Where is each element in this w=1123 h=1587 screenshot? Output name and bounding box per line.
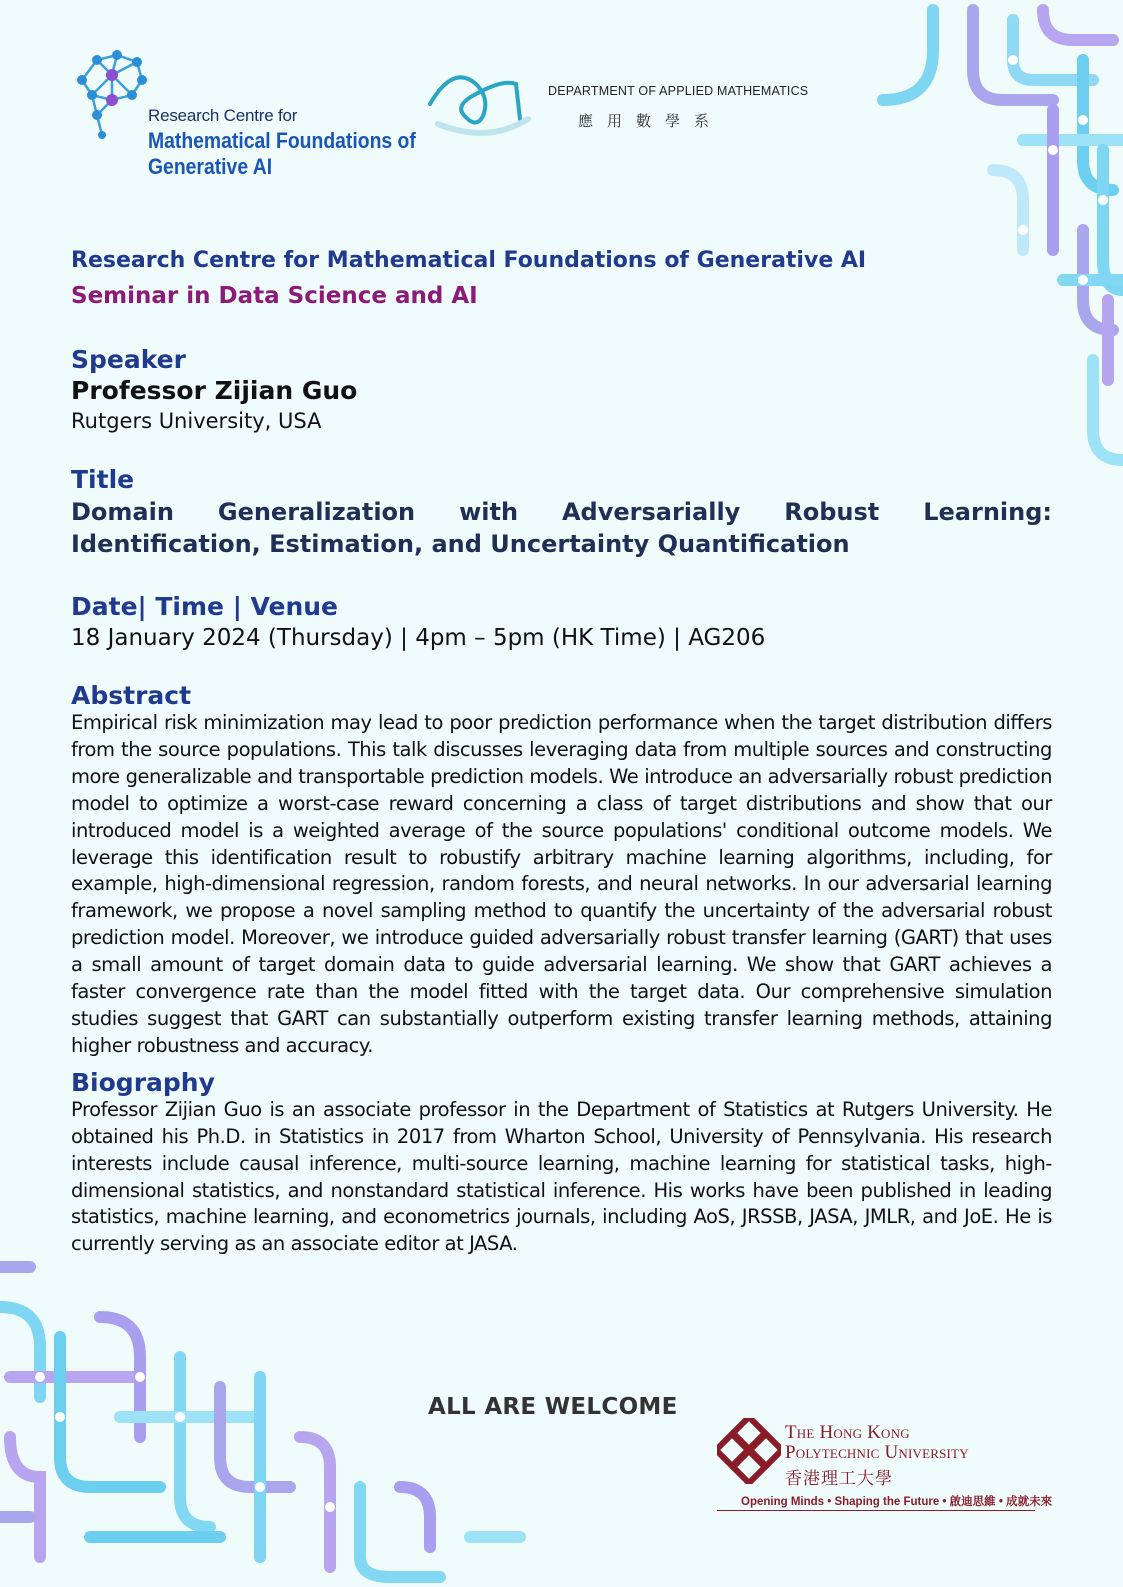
schedule-details: 18 January 2024 (Thursday) | 4pm – 5pm (HK Time) | AG206	[71, 625, 766, 651]
dept-name-en: DEPARTMENT OF APPLIED MATHEMATICS	[548, 84, 809, 98]
dept-name-zh: 應用數學系	[578, 112, 724, 130]
speaker-heading: Speaker	[71, 345, 186, 374]
decorative-pattern-bottom-left	[0, 1257, 560, 1587]
talk-title	[71, 496, 1052, 560]
research-centre-logo	[72, 40, 416, 190]
talk-title-line2: Identification, Estimation, and Uncertainty Quantification	[71, 530, 850, 558]
polyu-name-line2: Polytechnic University	[785, 1442, 969, 1463]
polyu-logo	[717, 1418, 1053, 1528]
wave-logo-icon	[428, 64, 538, 144]
rc-logo-line2: Mathematical Foundations of	[148, 128, 416, 153]
speaker-name: Professor Zijian Guo	[71, 376, 358, 405]
all-are-welcome: ALL ARE WELCOME	[428, 1394, 678, 1420]
biography-heading: Biography	[71, 1067, 215, 1097]
centre-name: Research Centre for Mathematical Foundations of Generative AI	[71, 248, 867, 273]
abstract-heading: Abstract	[71, 681, 192, 710]
polyu-divider	[717, 1510, 1035, 1511]
polyu-name-line1: The Hong Kong	[785, 1422, 910, 1443]
speaker-affiliation: Rutgers University, USA	[71, 409, 322, 433]
abstract-text: Empirical risk minimization may lead to poor prediction performance when the target distribution differs from the source populations. This talk discusses leveraging data from multiple sources and constructing more generalizable and transportable prediction models. We introduce an adversarially robust prediction model to optimize a worst-case reward concerning a class of target distributions and show that our introduced model is a weighted average of the source populations' conditional outcome models. We leverage this identification result to robustify arbitrary machine learning algorithms, including, for example, high-dimensional regression, random forests, and neural networks. In our adversarial learning framework, we propose a novel sampling method to quantify the uncertainty of the adversarial robust prediction model. Moreover, we introduce guided adversarially robust transfer learning (GART) that uses a small amount of target domain data to guide adversarial learning. We show that GART achieves a faster convergence rate than the model fitted with the target data. Our comprehensive simulation studies suggest that GART can substantially outperform existing transfer learning methods, attaining higher robustness and accuracy.	[71, 711, 1052, 1057]
dept-applied-math-logo	[428, 64, 808, 144]
seminar-content	[71, 248, 1052, 1258]
rc-logo-name	[148, 128, 416, 180]
rc-logo-line1: Research Centre for	[148, 106, 298, 125]
rc-logo-line3: Generative AI	[148, 154, 273, 179]
talk-title-line1: Domain Generalization with Adversarially Robust Learning:	[71, 498, 1052, 526]
polyu-motto: Opening Minds • Shaping the Future • 啟迪思維 • 成就未來	[741, 1496, 1053, 1508]
seminar-series: Seminar in Data Science and AI	[71, 283, 478, 309]
polyu-name-zh: 香港理工大學	[785, 1469, 893, 1489]
schedule-heading: Date| Time | Venue	[71, 592, 339, 621]
biography-text: Professor Zijian Guo is an associate professor in the Department of Statistics at Rutgers University. He obtained his Ph.D. in Statistics in 2017 from Wharton School, University of Pennsylvania. His research interests include causal inference, multi-source learning, machine learning for statistical tasks, high-dimensional statistics, and nonstandard statistical inference. His works have been published in leading statistics, machine learning, and econometrics journals, including AoS, JRSSB, JASA, JMLR, and JoE. He is currently serving as an associate editor at JASA.	[71, 1097, 1052, 1256]
brain-network-icon	[72, 40, 150, 140]
title-heading: Title	[71, 465, 135, 494]
polyu-emblem-icon	[717, 1418, 781, 1484]
